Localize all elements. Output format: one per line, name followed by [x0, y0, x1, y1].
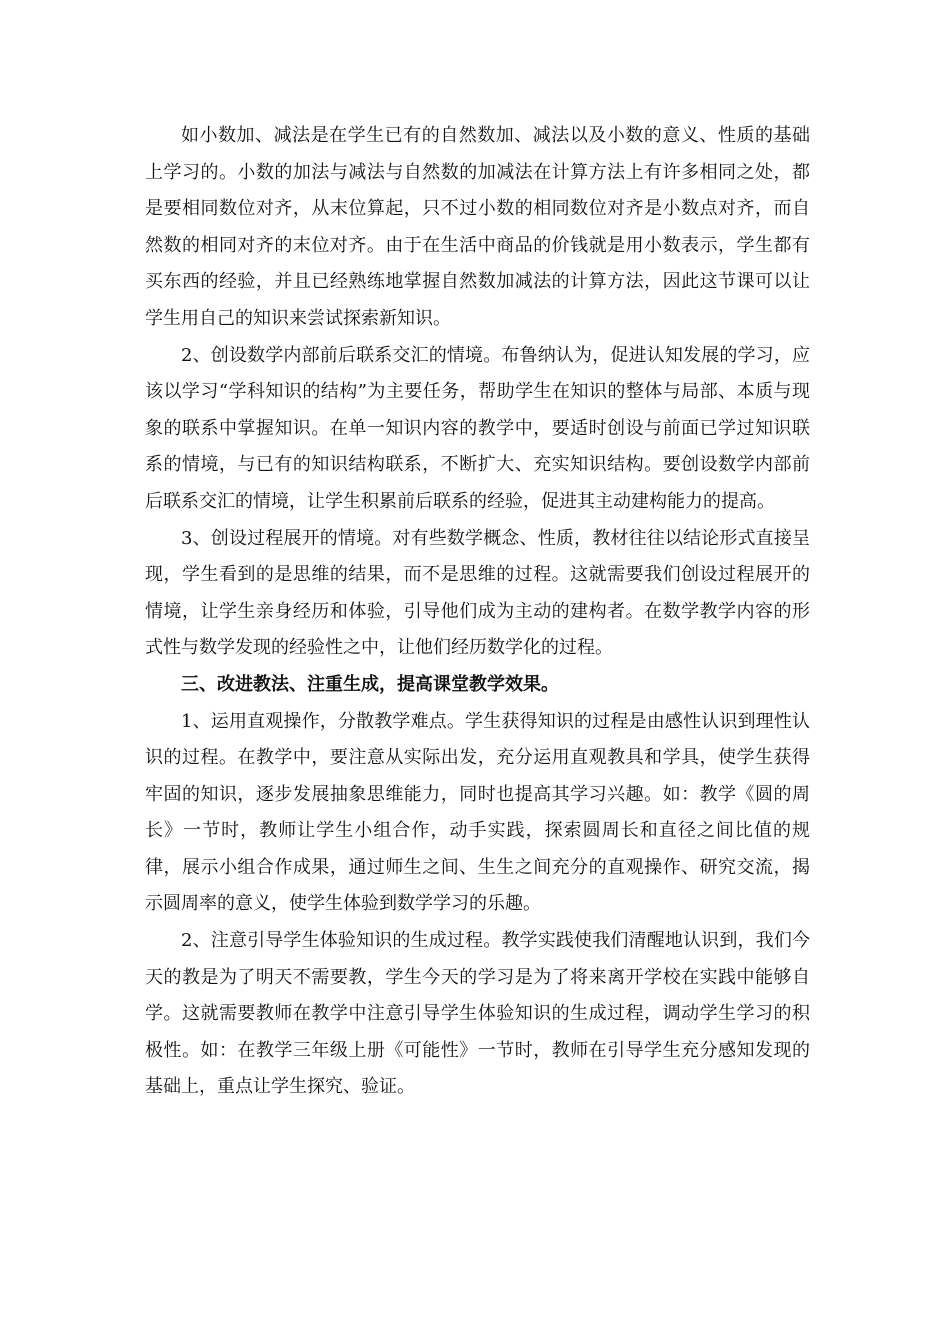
- paragraph-process-unfolding: 3、创设过程展开的情境。对有些数学概念、性质，教材往往以结论形式直接呈现，学生看到的是思维的结果，而不是思维的过程。这就需要我们创设过程展开的情境，让学生亲身经历和体验，引导他们成为主动的建构者。在数学教学内容的形式性与数学发现的经验性之中，让他们经历数学化的过程。: [145, 527, 810, 659]
- paragraph-decimal-addition: 如小数加、减法是在学生已有的自然数加、减法以及小数的意义、性质的基础上学习的。小数的加法与减法与自然数的加减法在计算方法上有许多相同之处，都是要相同数位对齐，从末位算起，只不过小数的相同数位对齐是小数点对齐，而自然数的相同对齐的末位对齐。由于在生活中商品的价钱就是用小数表示，学生都有买东西的经验，并且已经熟练地掌握自然数加减法的计算方法，因此这节课可以让学生用自己的知识来尝试探索新知识。: [145, 125, 810, 329]
- document-body: [145, 118, 810, 1106]
- paragraph-internal-connections: 2、创设数学内部前后联系交汇的情境。布鲁纳认为，促进认知发展的学习，应该以学习“学科知识的结构”为主要任务，帮助学生在知识的整体与局部、本质与现象的联系中掌握知识。在单一知识内容的教学中，要适时创设与前面已学过知识联系的情境，与已有的知识结构联系，不断扩大、充实知识结构。要创设数学内部前后联系交汇的情境，让学生积累前后联系的经验，促进其主动建构能力的提高。: [145, 344, 810, 512]
- section-heading-teaching-methods: 三、改进教法、注重生成，提高课堂教学效果。: [181, 673, 559, 695]
- paragraph-intuitive-operation: 1、运用直观操作，分散教学难点。学生获得知识的过程是由感性认识到理性认识的过程。在教学中，要注意从实际出发，充分运用直观教具和学具，使学生获得牢固的知识，逐步发展抽象思维能力，同时也提高其学习兴趣。如：教学《圆的周长》一节时，教师让学生小组合作，动手实践，探索圆周长和直径之间比值的规律，展示小组合作成果，通过师生之间、生生之间充分的直观操作、研究交流，揭示圆周率的意义，使学生体验到数学学习的乐趣。: [145, 710, 810, 915]
- paragraph-knowledge-generation: 2、注意引导学生体验知识的生成过程。教学实践使我们清醒地认识到，我们今天的教是为了明天不需要教，学生今天的学习是为了将来离开学校在实践中能够自学。这就需要教师在教学中注意引导学生体验知识的生成过程，调动学生学习的积极性。如：在教学三年级上册《可能性》一节时，教师在引导学生充分感知发现的基础上，重点让学生探究、验证。: [145, 930, 810, 1098]
